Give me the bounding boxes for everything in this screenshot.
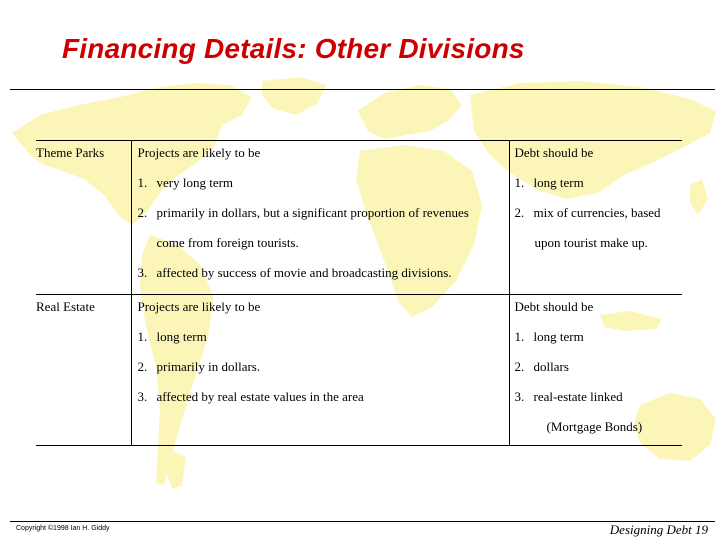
item-text: very long term: [156, 175, 234, 190]
table-row-real-estate: [36, 295, 682, 446]
division-name: Theme Parks: [36, 145, 105, 160]
projects-heading: Projects are likely to be: [137, 145, 261, 160]
item-number: 2.: [137, 205, 148, 220]
projects-item: [132, 385, 509, 415]
debt-item-continuation: upon tourist make up.: [534, 235, 648, 250]
debt-heading: Debt should be: [514, 145, 594, 160]
map-antarctic-shard: [166, 450, 186, 489]
debt-item: [510, 325, 683, 355]
title-rule: [10, 89, 715, 90]
projects-cell: [131, 295, 509, 446]
map-europe: [358, 85, 462, 139]
debt-item: [510, 171, 683, 201]
item-text: long term: [533, 329, 584, 344]
projects-item: [132, 325, 509, 355]
item-number: 1.: [137, 329, 148, 344]
item-number: 1.: [137, 175, 148, 190]
copyright-notice: Copyright ©1998 Ian H. Giddy: [16, 525, 110, 532]
map-greenland: [262, 77, 326, 115]
map-japan: [690, 179, 708, 215]
projects-item: [132, 171, 509, 201]
projects-item-continuation: come from foreign tourists.: [156, 235, 299, 250]
item-number: 1.: [514, 175, 525, 190]
debt-heading: Debt should be: [514, 299, 594, 314]
item-text: primarily in dollars.: [156, 359, 261, 374]
projects-heading: Projects are likely to be: [137, 299, 261, 314]
item-number: 1.: [514, 329, 525, 344]
division-cell: [36, 295, 131, 446]
item-text: long term: [156, 329, 207, 344]
item-number: 2.: [514, 205, 525, 220]
item-number: 3.: [514, 389, 525, 404]
projects-cell: [131, 141, 509, 295]
item-number: 3.: [137, 265, 148, 280]
item-text: affected by real estate values in the area: [156, 389, 364, 404]
debt-item: [510, 385, 683, 415]
item-number: 3.: [137, 389, 148, 404]
item-text: affected by success of movie and broadcasting divisions.: [156, 265, 452, 280]
item-text: real-estate linked: [533, 389, 623, 404]
financing-details-table: [36, 140, 682, 446]
projects-item: [132, 201, 509, 231]
debt-cell: [509, 141, 682, 295]
item-text: long term: [533, 175, 584, 190]
debt-cell: [509, 295, 682, 446]
item-number: 2.: [137, 359, 148, 374]
item-text: dollars: [533, 359, 569, 374]
slide-footer-label: Designing Debt 19: [609, 522, 708, 537]
debt-item-note: (Mortgage Bonds): [546, 419, 643, 434]
projects-item: [132, 355, 509, 385]
item-text: mix of currencies, based: [533, 205, 661, 220]
item-number: 2.: [514, 359, 525, 374]
item-text: primarily in dollars, but a significant proportion of revenues: [156, 205, 469, 220]
projects-item: [132, 261, 509, 291]
table-row-theme-parks: [36, 141, 682, 295]
debt-item: [510, 201, 683, 231]
debt-item: [510, 355, 683, 385]
division-cell: [36, 141, 131, 295]
slide-title: Financing Details: Other Divisions: [62, 33, 525, 64]
division-name: Real Estate: [36, 299, 95, 314]
